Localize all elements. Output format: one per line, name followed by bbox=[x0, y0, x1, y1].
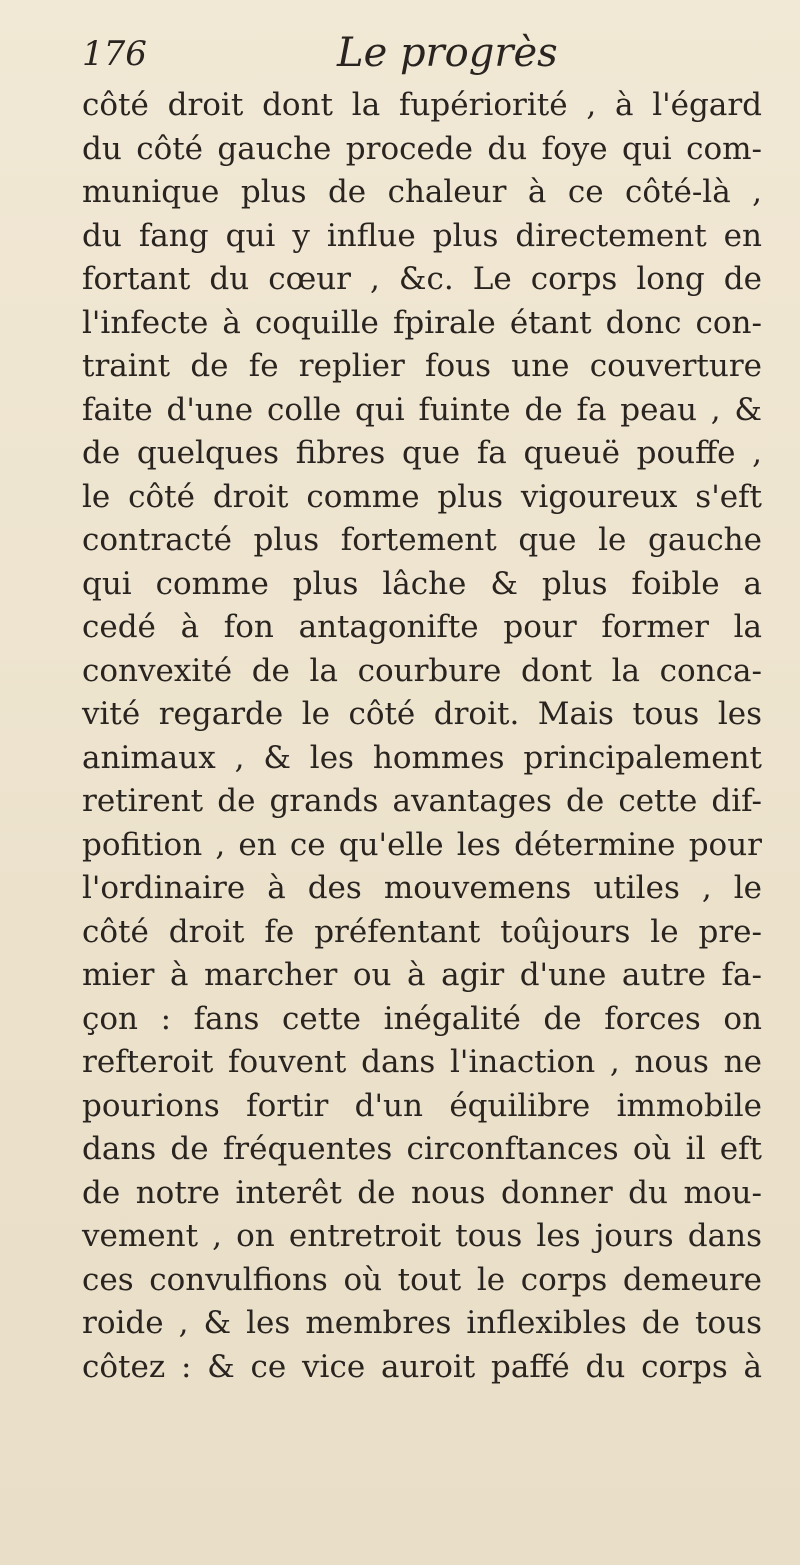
text-line: dans de fréquentes circonftances où il eft bbox=[82, 1131, 762, 1167]
text-line: le côté droit comme plus vigoureux s'eft bbox=[82, 478, 762, 515]
text-line: munique plus de chaleur à ce côté-là , bbox=[82, 174, 762, 210]
page-number: 176 bbox=[82, 34, 147, 74]
text-line: faite d'une colle qui fuinte de fa peau , & bbox=[82, 391, 762, 428]
text-line: pourions fortir d'un équilibre immobile bbox=[82, 1087, 762, 1124]
text-line: pofition , en ce qu'elle les détermine pour bbox=[82, 826, 762, 863]
text-line: l'infecte à coquille fpirale étant donc con- bbox=[82, 304, 762, 341]
text-line: vement , on entretroit tous les jours dans bbox=[82, 1218, 762, 1254]
text-line: côtez : & ce vice auroit paffé du corps à bbox=[82, 1348, 762, 1385]
text-line: côté droit fe préfentant toûjours le pre- bbox=[82, 913, 762, 950]
text-line: mier à marcher ou à agir d'une autre fa- bbox=[82, 957, 762, 993]
running-title: Le progrès bbox=[337, 30, 558, 76]
text-line: côté droit dont la fupériorité , à l'égard bbox=[82, 87, 762, 123]
text-line: roide , & les membres inflexibles de tous bbox=[82, 1305, 762, 1341]
text-line: refteroit fouvent dans l'inaction , nous ne bbox=[82, 1044, 762, 1080]
text-line: vité regarde le côté droit. Mais tous les bbox=[82, 696, 762, 732]
text-line: l'ordinaire à des mouvemens utiles , le bbox=[82, 870, 762, 906]
text-line: animaux , & les hommes principalement bbox=[82, 739, 762, 776]
text-line: contracté plus fortement que le gauche bbox=[82, 522, 762, 558]
text-line: convexité de la courbure dont la conca- bbox=[82, 652, 762, 689]
text-line: de notre interêt de nous donner du mou- bbox=[82, 1174, 762, 1211]
body-text bbox=[82, 84, 762, 1389]
text-line: fortant du cœur , &c. Le corps long de bbox=[82, 261, 762, 297]
text-line: cedé à fon antagonifte pour former la bbox=[82, 609, 762, 645]
text-line: du côté gauche procede du foye qui com- bbox=[82, 130, 762, 167]
text-line: qui comme plus lâche & plus foible a bbox=[82, 565, 762, 602]
text-line: du fang qui y influe plus directement en bbox=[82, 217, 762, 254]
text-line: çon : fans cette inégalité de forces on bbox=[82, 1000, 762, 1037]
page-header bbox=[82, 30, 762, 82]
text-line: traint de fe replier fous une couverture bbox=[82, 348, 762, 384]
text-line: ces convulfions où tout le corps demeure bbox=[82, 1261, 762, 1298]
text-line: de quelques fibres que fa queuë pouffe , bbox=[82, 435, 762, 471]
text-line: retirent de grands avantages de cette dif- bbox=[82, 783, 762, 819]
